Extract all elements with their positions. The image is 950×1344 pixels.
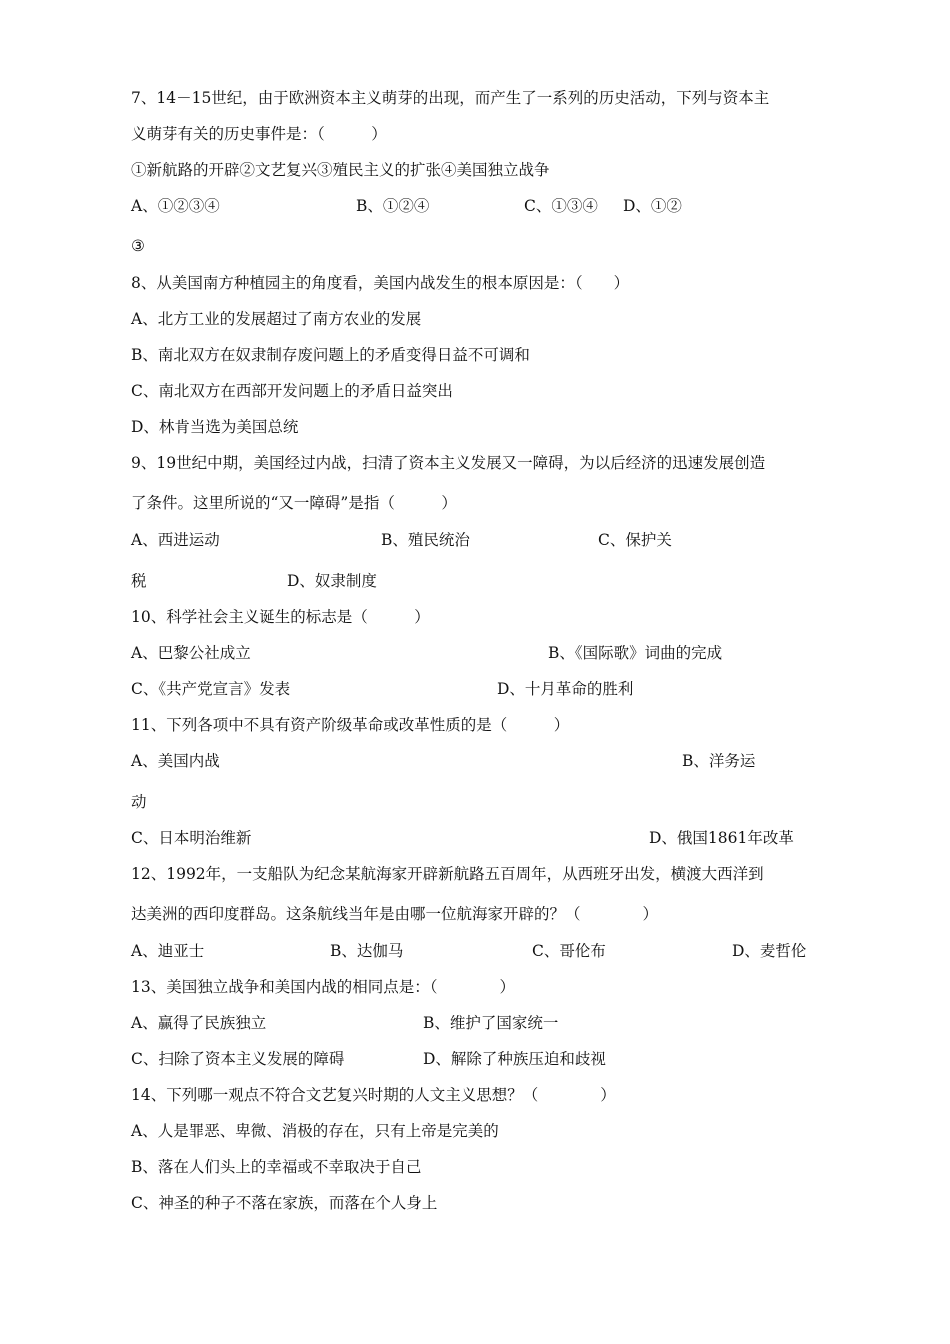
q8-option-a: A、北方工业的发展超过了南方农业的发展: [131, 310, 422, 328]
q7-option-b: B、①②④: [356, 197, 430, 215]
q9-stem-line2: 了条件。这里所说的“又一障碍”是指（ ）: [131, 494, 457, 512]
q12-option-b: B、达伽马: [330, 942, 404, 960]
q13-option-a: A、赢得了民族独立: [131, 1014, 267, 1032]
q9-option-d: D、奴隶制度: [287, 572, 377, 590]
q9-stem-line1: 9、19世纪中期，美国经过内战，扫清了资本主义发展又一障碍，为以后经济的迅速发展创造: [131, 454, 766, 472]
q11-option-d: D、俄国1861年改革: [649, 829, 794, 847]
q10-option-d: D、十月革命的胜利: [497, 680, 634, 698]
q10-option-c: C、《共产党宣言》发表: [131, 680, 291, 698]
q7-option-c: C、①③④: [524, 197, 598, 215]
q11-stem: 11、下列各项中不具有资产阶级革命或改革性质的是（ ）: [131, 716, 570, 734]
q10-stem: 10、科学社会主义诞生的标志是（ ）: [131, 608, 430, 626]
q12-option-c: C、哥伦布: [532, 942, 606, 960]
q8-option-b: B、南北双方在奴隶制存废问题上的矛盾变得日益不可调和: [131, 346, 530, 364]
q9-option-c: C、保护关: [598, 531, 672, 549]
q7-option-a: A、①②③④: [131, 197, 220, 215]
q7-option-d: D、①②: [623, 197, 682, 215]
q12-stem-line2: 达美洲的西印度群岛。这条航线当年是由哪一位航海家开辟的？（ ）: [131, 905, 659, 923]
q11-option-b-wrap: 动: [131, 793, 147, 811]
q14-stem: 14、下列哪一观点不符合文艺复兴时期的人文主义思想？（ ）: [131, 1086, 616, 1104]
q11-option-c: C、日本明治维新: [131, 829, 252, 847]
q8-option-c: C、南北双方在西部开发问题上的矛盾日益突出: [131, 382, 453, 400]
q7-stem-line1: 7、14－15世纪，由于欧洲资本主义萌芽的出现，而产生了一系列的历史活动，下列与资本主: [131, 89, 770, 107]
q11-option-b: B、洋务运: [682, 752, 756, 770]
q10-option-a: A、巴黎公社成立: [131, 644, 251, 662]
q9-option-b: B、殖民统治: [381, 531, 470, 549]
q13-option-b: B、维护了国家统一: [423, 1014, 559, 1032]
q7-stem-line2: 义萌芽有关的历史事件是：（ ）: [131, 125, 387, 143]
q14-option-b: B、落在人们头上的幸福或不幸取决于自己: [131, 1158, 422, 1176]
q9-option-c-wrap: 税: [131, 572, 147, 590]
q12-stem-line1: 12、1992年，一支船队为纪念某航海家开辟新航路五百周年，从西班牙出发，横渡大西洋到: [131, 865, 764, 883]
q11-option-a: A、美国内战: [131, 752, 220, 770]
q13-stem: 13、美国独立战争和美国内战的相同点是：（ ）: [131, 978, 515, 996]
q12-option-a: A、迪亚士: [131, 942, 205, 960]
q14-option-a: A、人是罪恶、卑微、消极的存在，只有上帝是完美的: [131, 1122, 499, 1140]
q7-items: ①新航路的开辟②文艺复兴③殖民主义的扩张④美国独立战争: [131, 161, 550, 179]
q13-option-c: C、扫除了资本主义发展的障碍: [131, 1050, 345, 1068]
q8-option-d: D、林肯当选为美国总统: [131, 418, 299, 436]
q12-option-d: D、麦哲伦: [732, 942, 807, 960]
q14-option-c: C、神圣的种子不落在家族，而落在个人身上: [131, 1194, 438, 1212]
q10-option-b: B、《国际歌》词曲的完成: [548, 644, 723, 662]
q9-option-a: A、西进运动: [131, 531, 220, 549]
q8-stem: 8、从美国南方种植园主的角度看，美国内战发生的根本原因是：（ ）: [131, 274, 630, 292]
q13-option-d: D、解除了种族压迫和歧视: [423, 1050, 606, 1068]
q7-option-d-wrap: ③: [131, 237, 145, 255]
